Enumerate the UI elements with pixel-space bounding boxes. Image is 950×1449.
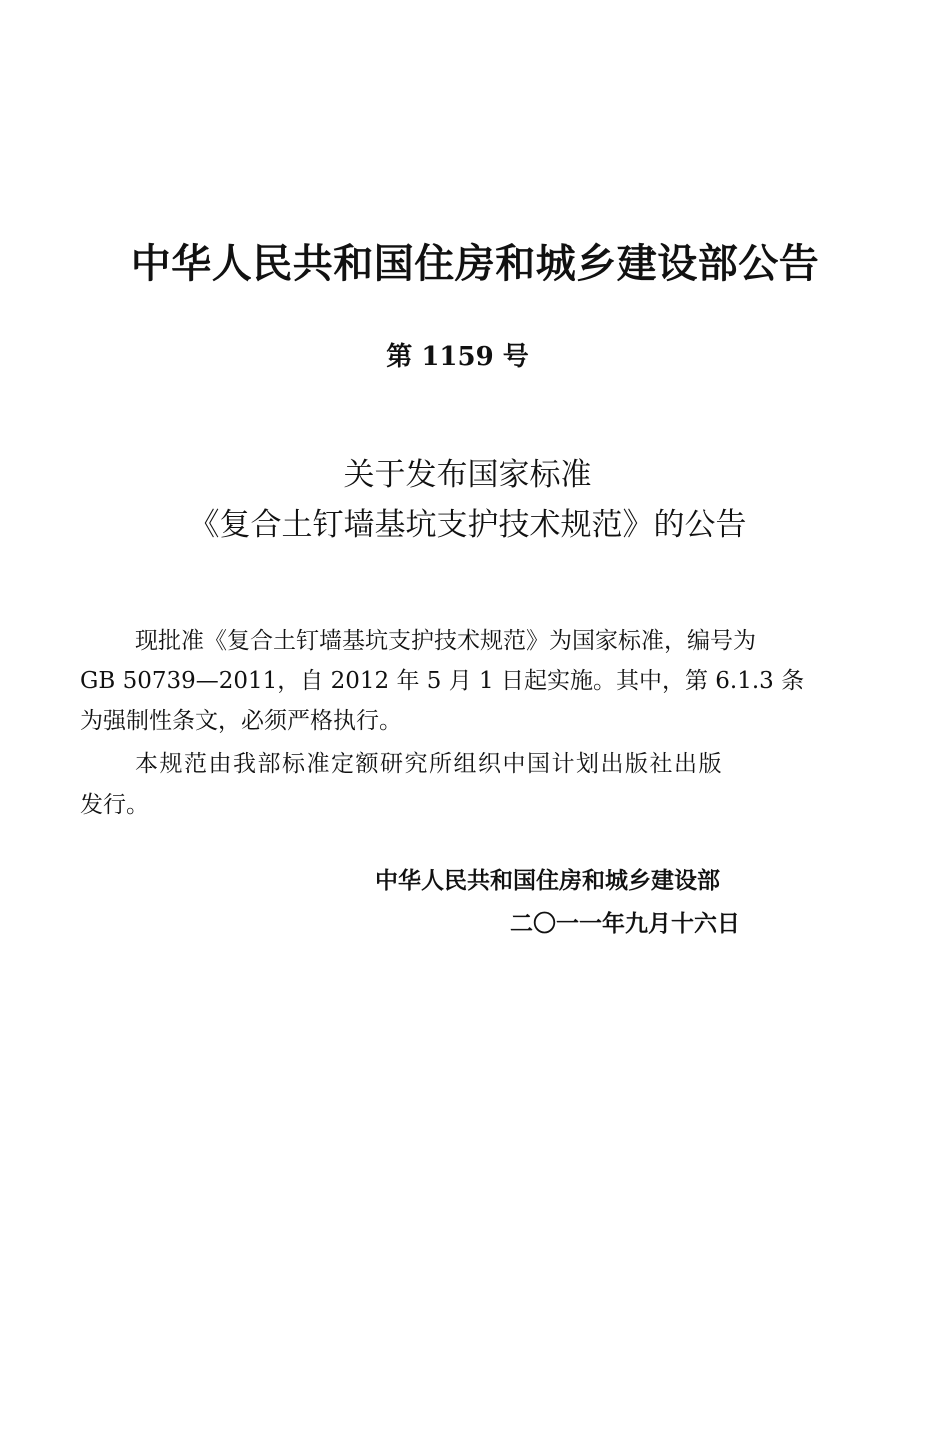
notice-number: 第 1159 号 — [386, 342, 529, 372]
subject-line-2: 《复合土钉墙基坑支护技术规范》的公告 — [188, 507, 747, 543]
body-paragraph-1-line-2: GB 50739—2011，自 2012 年 5 月 1 日起实施。其中，第 6.1.3 条 — [80, 668, 805, 694]
issue-date: 二〇一一年九月十六日 — [510, 911, 740, 937]
body-paragraph-2-line-1: 本规范由我部标准定额研究所组织中国计划出版社出版 — [135, 751, 723, 777]
body-paragraph-2-line-2: 发行。 — [80, 792, 149, 818]
issuer-signature: 中华人民共和国住房和城乡建设部 — [375, 868, 720, 894]
ministry-title: 中华人民共和国住房和城乡建设部公告 — [130, 241, 820, 287]
body-paragraph-1-line-1: 现批准《复合土钉墙基坑支护技术规范》为国家标准，编号为 — [135, 628, 756, 654]
body-paragraph-1-line-3: 为强制性条文，必须严格执行。 — [80, 708, 402, 734]
subject-line-1: 关于发布国家标准 — [343, 457, 592, 493]
